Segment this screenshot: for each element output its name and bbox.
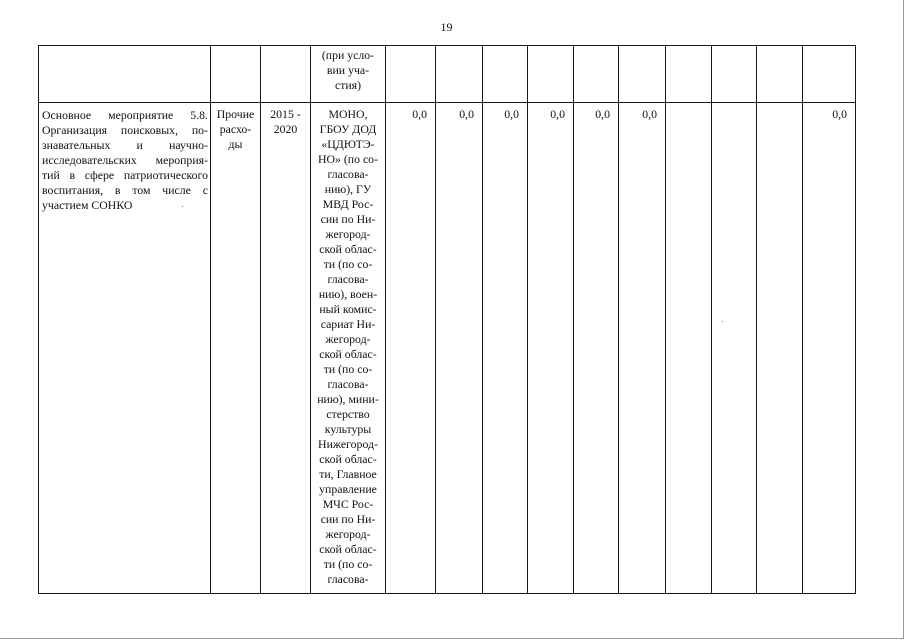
description-line: воспитания, в том числе с xyxy=(42,183,208,197)
executor-line: гласова- xyxy=(327,572,369,586)
executor-line: гласова- xyxy=(327,272,369,286)
executor-note-line: (при усло- xyxy=(321,48,375,62)
executors xyxy=(311,103,386,594)
cont-cell-value xyxy=(436,46,483,103)
executor-line: сии по Ни- xyxy=(320,212,376,226)
cont-cell-value xyxy=(574,46,619,103)
value-cell xyxy=(757,103,803,594)
cont-cell-value xyxy=(528,46,574,103)
executor-line: ской облас- xyxy=(319,542,377,556)
description-line: Основное мероприятие 5.8. xyxy=(42,108,208,122)
value-cell xyxy=(666,103,712,594)
scan-speck xyxy=(182,206,183,207)
value-cell: 0,0 xyxy=(528,103,574,594)
value-cell: 0,0 xyxy=(619,103,666,594)
cont-cell-value xyxy=(803,46,856,103)
value-cell xyxy=(712,103,757,594)
funding-source xyxy=(211,103,261,594)
activity-description xyxy=(39,103,211,594)
executor-line: ти (по со- xyxy=(323,362,373,376)
description-line: участием СОНКО xyxy=(42,198,133,212)
continuation-row xyxy=(39,46,856,103)
executor-line: ти, Главное xyxy=(319,467,377,481)
executor-line: культуры xyxy=(324,422,372,436)
activity-row xyxy=(39,103,856,594)
executor-line: НО» (по со- xyxy=(317,152,379,166)
executor-line: ской облас- xyxy=(319,242,377,256)
funding-line: Прочие xyxy=(216,107,255,121)
cont-cell-value xyxy=(712,46,757,103)
budget-table xyxy=(38,45,856,594)
executor-line: Нижегород- xyxy=(318,437,378,451)
cont-cell-executor xyxy=(311,46,386,103)
executor-line: ный комис- xyxy=(319,302,377,316)
executor-line: «ЦДЮТЭ- xyxy=(321,137,375,151)
scan-speck xyxy=(722,321,723,322)
description-line: знавательных и научно- xyxy=(42,138,208,152)
executor-line: управление xyxy=(319,482,377,496)
cont-cell-value xyxy=(666,46,712,103)
cont-cell-description xyxy=(39,46,211,103)
executor-line: ской облас- xyxy=(319,452,377,466)
cont-cell-value xyxy=(619,46,666,103)
description-line: тий в сфере патриотического xyxy=(42,168,208,182)
value-cell: 0,0 xyxy=(483,103,528,594)
period-line: 2015 - xyxy=(270,107,301,121)
value-cell: 0,0 xyxy=(386,103,436,594)
cont-cell-value xyxy=(757,46,803,103)
period xyxy=(261,103,311,594)
value-cell: 0,0 xyxy=(803,103,856,594)
executor-line: МВД Рос- xyxy=(322,197,374,211)
value-cell: 0,0 xyxy=(574,103,619,594)
executor-line: МОНО, xyxy=(328,107,368,121)
executor-line: сариат Ни- xyxy=(320,317,376,331)
executor-line: МЧС Рос- xyxy=(322,497,374,511)
executor-line: ГБОУ ДОД xyxy=(319,122,377,136)
executor-note-line: вии уча- xyxy=(326,63,370,77)
executor-line: нию), ГУ xyxy=(324,182,372,196)
executor-line: ти (по со- xyxy=(323,257,373,271)
cont-cell-period xyxy=(261,46,311,103)
executor-note-line: стия) xyxy=(334,78,362,92)
description-line: исследовательских мероприя- xyxy=(42,153,208,167)
cont-cell-value xyxy=(483,46,528,103)
executor-line: ской облас- xyxy=(319,347,377,361)
page-number: 19 xyxy=(440,20,453,34)
executor-line: нию), мини- xyxy=(317,392,379,406)
executor-line: стерство xyxy=(326,407,370,421)
executor-line: жегород- xyxy=(325,332,371,346)
executor-line: жегород- xyxy=(325,227,371,241)
funding-line: расхо- xyxy=(219,122,252,136)
executor-line: ти (по со- xyxy=(323,557,373,571)
funding-line: ды xyxy=(228,137,243,151)
cont-cell-funding xyxy=(211,46,261,103)
executor-line: гласова- xyxy=(327,167,369,181)
executor-line: нию), воен- xyxy=(318,287,378,301)
cont-cell-value xyxy=(386,46,436,103)
description-line: Организация поисковых, по- xyxy=(42,123,208,137)
executor-line: сии по Ни- xyxy=(320,512,376,526)
executor-line: жегород- xyxy=(325,527,371,541)
executor-line: гласова- xyxy=(327,377,369,391)
period-line: 2020 xyxy=(273,122,298,136)
value-cell: 0,0 xyxy=(436,103,483,594)
